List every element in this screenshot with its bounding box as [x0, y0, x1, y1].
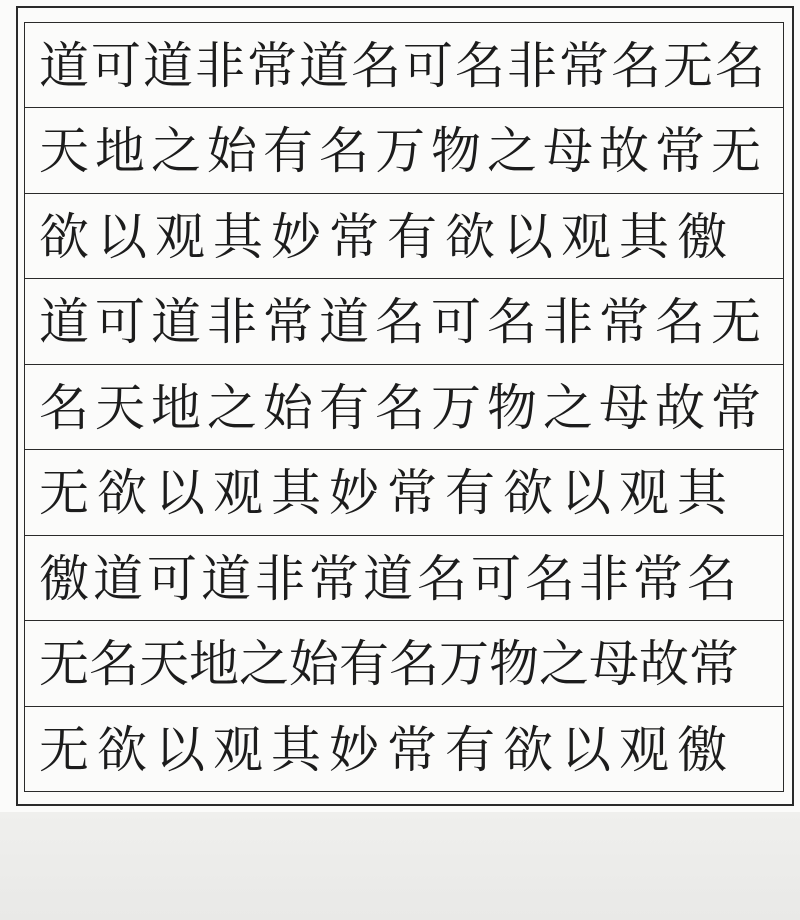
writing-row-4 [25, 280, 783, 366]
writing-row-3 [25, 194, 783, 280]
row-text-4: 道可道非常道名可名非常名无 [39, 293, 767, 352]
writing-row-5 [25, 365, 783, 451]
row-text-2: 天地之始有名万物之母故常无 [39, 122, 767, 181]
writing-row-6 [25, 451, 783, 537]
writing-row-9 [25, 707, 783, 793]
writing-row-8 [25, 622, 783, 708]
writing-grid [24, 22, 784, 792]
row-text-7: 徼道可道非常道名可名非常名 [39, 549, 741, 608]
paper-bottom-margin [0, 812, 800, 920]
row-text-9: 无欲以观其妙常有欲以观徼 [39, 720, 735, 779]
writing-row-1 [25, 23, 783, 109]
row-text-3: 欲以观其妙常有欲以观其徼 [39, 207, 735, 266]
writing-row-7 [25, 536, 783, 622]
row-text-1: 道可道非常道名可名非常名无名 [39, 36, 767, 95]
row-text-5: 名天地之始有名万物之母故常 [39, 378, 767, 437]
row-text-8: 无名天地之始有名万物之母故常 [39, 635, 739, 694]
writing-row-2 [25, 109, 783, 195]
row-text-6: 无欲以观其妙常有欲以观其 [39, 464, 735, 523]
